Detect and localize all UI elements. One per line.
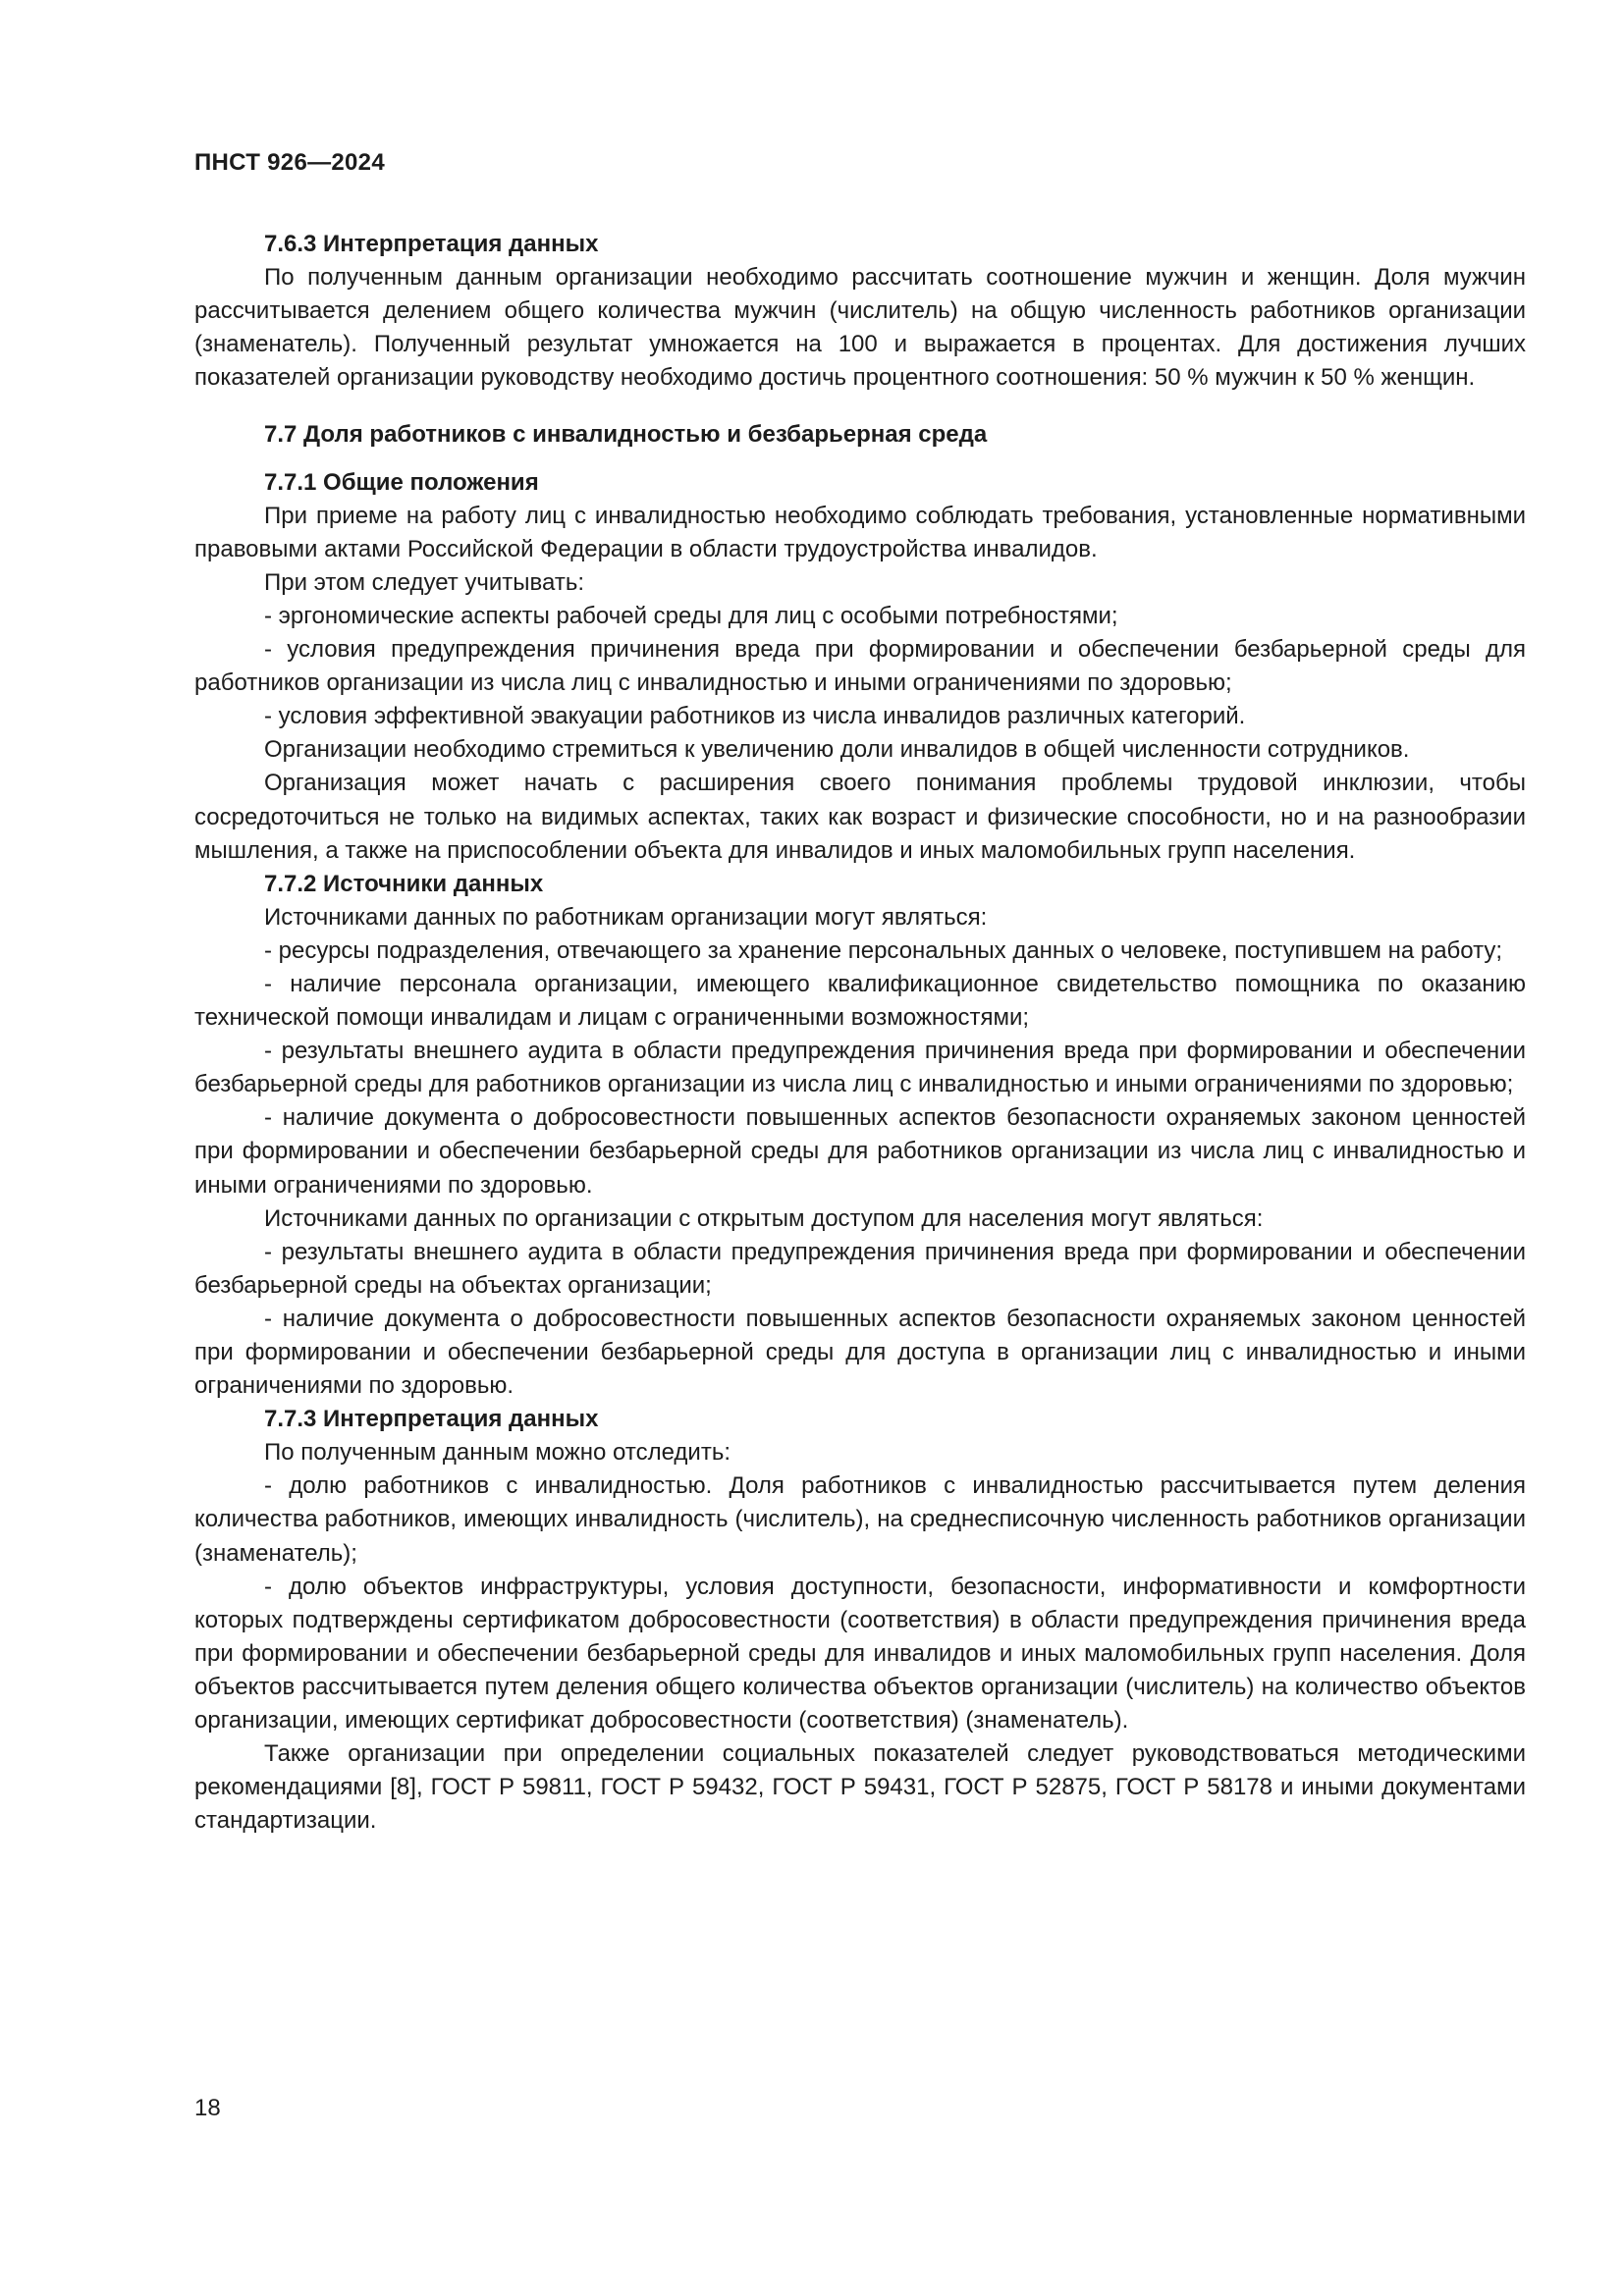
list-item: - результаты внешнего аудита в области предупреждения причинения вреда при формировании и обеспечении безбарьерной среды на объектах организации; [194, 1238, 1526, 1299]
paragraph: Источниками данных по работникам организации могут являться: [264, 903, 988, 931]
paragraph: При приеме на работу лиц с инвалидностью необходимо соблюдать требования, установленные нормативными правовыми актами Российской Федерации в области трудоустройства инвалидов. [194, 502, 1526, 562]
list-item: - наличие персонала организации, имеющего квалификационное свидетельство помощника по оказанию технической помощи инвалидам и лицам с ограниченными возможностями; [194, 970, 1526, 1032]
paragraph: По полученным данным организации необходимо рассчитать соотношение мужчин и женщин. Доля мужчин рассчитывается делением общего количества мужчин (числитель) на общую численность работников организации (знаменатель). Полученный результат умножается на 100 и выражается в процентах. Для достижения лучших показателей организации руководству необходимо достичь процентного соотношения: 50 % мужчин к 50 % женщин. [194, 264, 1526, 392]
document-code: ПНСТ 926—2024 [194, 149, 385, 176]
list-item: - наличие документа о добросовестности повышенных аспектов безопасности охраняемых законом ценностей при формировании и обеспечении безбарьерной среды для работников организации из числа лиц с инвалидностью и иными ограничениями по здоровью. [194, 1104, 1526, 1199]
list-item: - результаты внешнего аудита в области предупреждения причинения вреда при формировании и обеспечении безбарьерной среды для работников организации из числа лиц с инвалидностью и иными ограничениями по здоровью; [194, 1038, 1526, 1098]
heading-7-7-2: 7.7.2 Источники данных [264, 870, 544, 897]
list-item: - ресурсы подразделения, отвечающего за хранение персональных данных о человеке, поступившем на работу; [264, 936, 1503, 964]
heading-7-6-3: 7.6.3 Интерпретация данных [264, 231, 599, 257]
heading-7-7-1: 7.7.1 Общие положения [264, 468, 539, 496]
paragraph: Организация может начать с расширения своего понимания проблемы трудовой инклюзии, чтобы сосредоточиться не только на видимых аспектах, таких как возраст и физические способности, но и на разнообразии мышления, а также на приспособлении объекта для инвалидов и иных маломобильных групп населения. [194, 770, 1526, 864]
list-item: - эргономические аспекты рабочей среды для лиц с особыми потребностями; [264, 602, 1118, 629]
heading-7-7: 7.7 Доля работников с инвалидностью и безбарьерная среда [264, 421, 988, 449]
paragraph: По полученным данным можно отследить: [264, 1439, 731, 1467]
list-item: - условия предупреждения причинения вреда при формировании и обеспечении безбарьерной среды для работников организации из числа лиц с инвалидностью и иными ограничениями по здоровью; [194, 636, 1526, 697]
list-item: - долю объектов инфраструктуры, условия доступности, безопасности, информативности и комфортности которых подтверждены сертификатом добросовестности (соответствия) в области предупреждения причинения вреда при формировании и обеспечении безбарьерной среды для инвалидов и иных маломобильных групп населения. Доля объектов рассчитывается путем деления общего количества объектов организации (числитель) на количество объектов организации, имеющих сертификат добросовестности (соответствия) (знаменатель). [194, 1573, 1526, 1735]
list-item: - условия эффективной эвакуации работников из числа инвалидов различных категорий. [264, 703, 1246, 730]
page-number: 18 [194, 2095, 221, 2121]
list-item: - долю работников с инвалидностью. Доля работников с инвалидностью рассчитывается путем деления количества работников, имеющих инвалидность (числитель), на среднесписочную численность работников организации (знаменатель); [194, 1472, 1526, 1567]
paragraph: Источниками данных по организации с открытым доступом для населения могут являться: [264, 1204, 1264, 1232]
paragraph: Также организации при определении социальных показателей следует руководствоваться методическими рекомендациями [8], ГОСТ Р 59811, ГОСТ Р 59432, ГОСТ Р 59431, ГОСТ Р 52875, ГОСТ Р 58178 и иными документами стандартизации. [194, 1740, 1526, 1835]
list-item: - наличие документа о добросовестности повышенных аспектов безопасности охраняемых законом ценностей при формировании и обеспечении безбарьерной среды для доступа в организации лиц с инвалидностью и иными ограничениями по здоровью. [194, 1305, 1526, 1400]
paragraph: При этом следует учитывать: [264, 568, 585, 596]
paragraph: Организации необходимо стремиться к увеличению доли инвалидов в общей численности сотрудников. [264, 736, 1410, 764]
heading-7-7-3: 7.7.3 Интерпретация данных [264, 1406, 599, 1433]
page-content [194, 228, 1526, 1838]
